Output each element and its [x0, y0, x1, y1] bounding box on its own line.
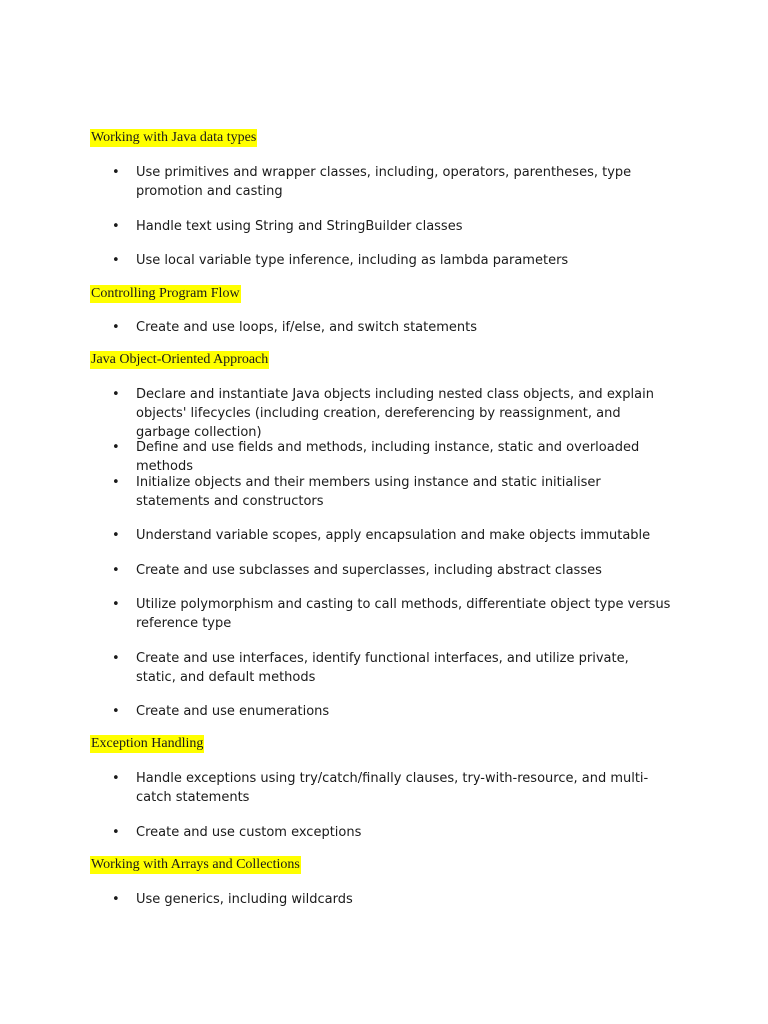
list-item-text: Use generics, including wildcards	[136, 892, 353, 907]
list-item-text: Initialize objects and their members using instance and static initialiser statements and constructors	[136, 475, 601, 509]
list-item	[112, 385, 672, 442]
list-item	[112, 526, 672, 545]
list-item-text: Create and use enumerations	[136, 704, 330, 719]
bullet: •	[112, 825, 120, 840]
list-item	[112, 823, 672, 842]
list-item-text: Use primitives and wrapper classes, including, operators, parentheses, type promotion and casting	[136, 165, 632, 199]
list-item	[112, 163, 672, 201]
list-item	[112, 595, 672, 633]
list-item-text: Understand variable scopes, apply encapsulation and make objects immutable	[136, 528, 651, 543]
bullet: •	[112, 651, 120, 666]
bullet: •	[112, 219, 120, 234]
list-item-text: Utilize polymorphism and casting to call methods, differentiate object type versus reference type	[136, 597, 671, 631]
list-item	[112, 217, 672, 236]
list-item-text: Create and use interfaces, identify functional interfaces, and utilize private, static, and default methods	[136, 651, 629, 685]
list-item	[112, 890, 672, 909]
list-item-text: Handle text using String and StringBuilder classes	[136, 219, 463, 234]
bullet: •	[112, 320, 120, 335]
list-item	[112, 561, 672, 580]
bullet: •	[112, 563, 120, 578]
section-heading: Controlling Program Flow	[91, 286, 240, 301]
list-item	[112, 251, 672, 270]
bullet: •	[112, 475, 120, 490]
list-item	[112, 649, 672, 687]
bullet: •	[112, 597, 120, 612]
list-item	[112, 318, 672, 337]
bullet: •	[112, 704, 120, 719]
list-item-text: Create and use subclasses and superclasses, including abstract classes	[136, 563, 602, 578]
section-heading: Exception Handling	[91, 736, 204, 751]
list-item-text: Create and use custom exceptions	[136, 825, 362, 840]
list-item-text: Create and use loops, if/else, and switch statements	[136, 320, 478, 335]
section-heading: Working with Java data types	[91, 130, 257, 145]
list-item-text: Handle exceptions using try/catch/finally clauses, try-with-resource, and multi-catch statements	[136, 771, 649, 805]
bullet: •	[112, 771, 120, 786]
list-item	[112, 702, 672, 721]
list-item-text: Use local variable type inference, including as lambda parameters	[136, 253, 569, 268]
list-item	[112, 438, 672, 476]
section-heading: Java Object-Oriented Approach	[91, 352, 269, 367]
list-item-text: Declare and instantiate Java objects including nested class objects, and explain objects' lifecycles (including creation, dereferencing by reassignment, and garbage collection)	[136, 387, 654, 440]
bullet: •	[112, 440, 120, 455]
list-item	[112, 769, 672, 807]
section-heading: Working with Arrays and Collections	[91, 857, 300, 872]
list-item-text: Define and use fields and methods, including instance, static and overloaded methods	[136, 440, 640, 474]
bullet: •	[112, 253, 120, 268]
list-item	[112, 473, 672, 511]
bullet: •	[112, 528, 120, 543]
bullet: •	[112, 387, 120, 402]
bullet: •	[112, 892, 120, 907]
bullet: •	[112, 165, 120, 180]
